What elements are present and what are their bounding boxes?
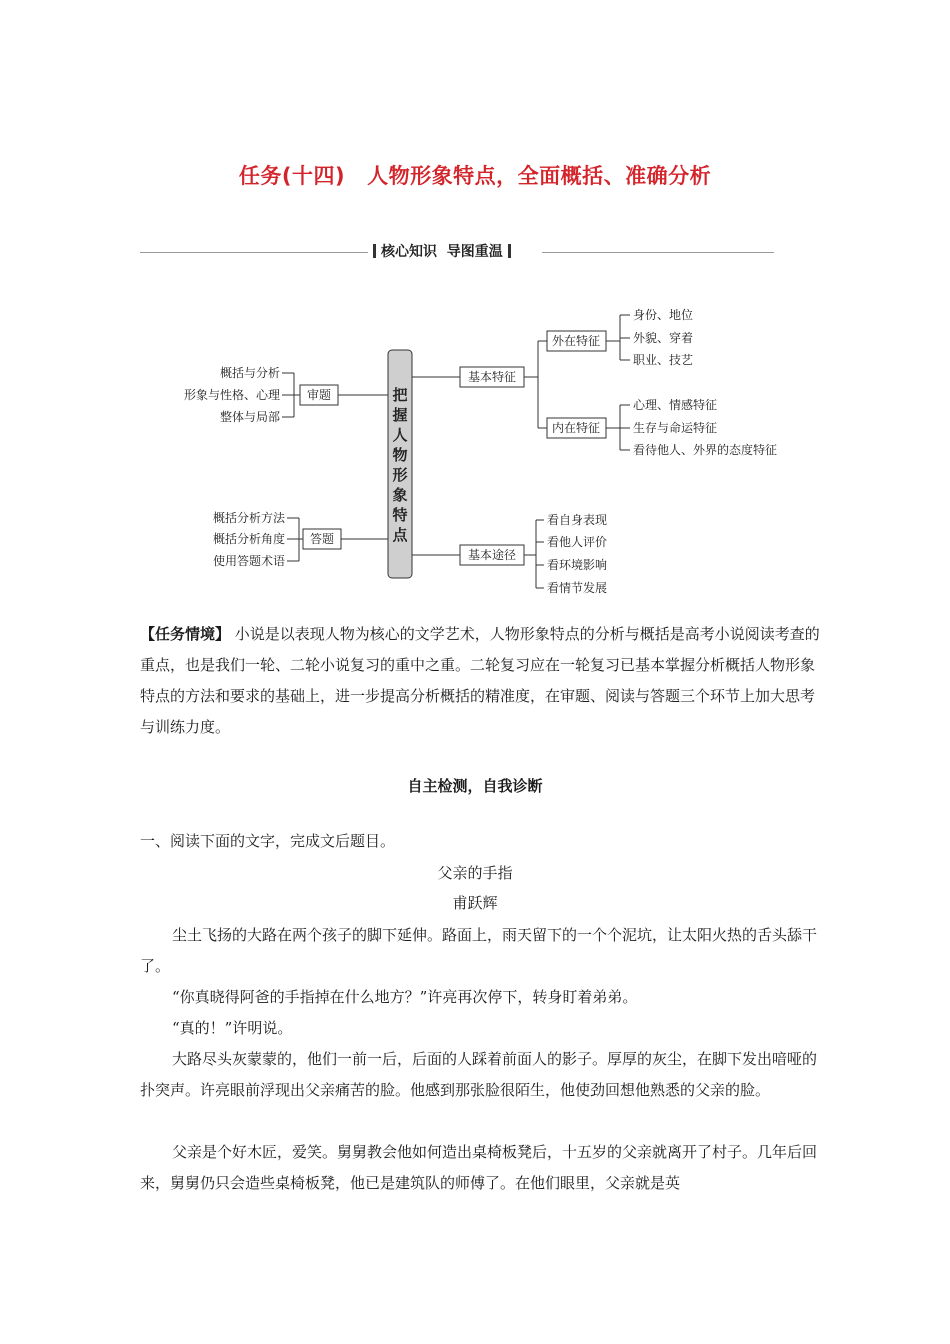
shenti-item: 形象与性格、心理 [183, 388, 280, 402]
tujing-item: 看自身表现 [547, 513, 608, 527]
task-situation [140, 619, 822, 743]
tujing-item: 看环境影响 [547, 558, 608, 572]
situation-text: 小说是以表现人物为核心的文学艺术，人物形象特点的分析与概括是高考小说阅读考查的重点，也是我们一轮、二轮小说复习的重中之重。二轮复习应在一轮复习已基本掌握分析概括人物形象特点的方法和要求的基础上，进一步提高分析概括的精准度，在审题、阅读与答题三个环节上加大思考与训练力度。 [140, 625, 820, 736]
center-char: 象 [392, 486, 408, 504]
tujing-item: 看他人评价 [547, 535, 608, 549]
shenti-item: 概括与分析 [219, 366, 280, 380]
neizai-label: 内在特征 [551, 421, 601, 435]
story-paragraph: “你真晓得阿爸的手指掉在什么地方？”许亮再次停下，转身盯着弟弟。 [172, 988, 638, 1006]
page-title [0, 160, 950, 190]
story-paragraph: 父亲是个好木匠，爱笑。舅舅教会他如何造出桌椅板凳后，十五岁的父亲就离开了村子。几年后回来，舅舅仍只会造些桌椅板凳，他已是建筑队的师傅了。在他们眼里，父亲就是英 [140, 1143, 818, 1192]
center-char: 人 [392, 426, 408, 444]
dati-item: 使用答题术语 [212, 554, 285, 568]
section-heading: 自主检测，自我诊断 [407, 777, 543, 795]
waizai-label: 外在特征 [551, 334, 601, 348]
center-char: 握 [392, 406, 408, 424]
shenti-label: 审题 [306, 388, 332, 402]
banner-bar-left [373, 244, 376, 258]
waizai-item: 职业、技艺 [633, 353, 694, 367]
tujing-item: 看情节发展 [547, 581, 608, 595]
shenti-item: 整体与局部 [219, 410, 280, 424]
waizai-item: 外貌、穿着 [633, 331, 694, 345]
center-char: 特 [392, 506, 408, 524]
story-title: 父亲的手指 [437, 864, 513, 882]
banner-label-wrap [368, 241, 516, 263]
task-number: 任务(十四) [238, 164, 346, 188]
jiben-tujing-label: 基本途径 [467, 548, 517, 562]
neizai-item: 看待他人、外界的态度特征 [633, 443, 778, 457]
question-prompt: 一、阅读下面的文字，完成文后题目。 [140, 832, 396, 850]
waizai-item: 身份、地位 [633, 308, 694, 322]
banner-bar-right [508, 244, 511, 258]
mind-map [170, 300, 810, 600]
story-author: 甫跃辉 [452, 894, 498, 912]
banner-line-left [140, 252, 368, 253]
jiben-tezheng-label: 基本特征 [467, 370, 517, 384]
dati-label: 答题 [309, 532, 335, 546]
task-topic: 人物形象特点，全面概括、准确分析 [367, 164, 712, 188]
center-char: 物 [392, 446, 408, 464]
situation-tag: 【任务情境】 [140, 625, 231, 643]
banner-label: 核心知识 导图重温 [381, 244, 503, 260]
dati-item: 概括分析角度 [212, 532, 285, 546]
story-paragraph: “真的！”许明说。 [172, 1019, 293, 1037]
story-paragraph: 大路尽头灰蒙蒙的，他们一前一后，后面的人踩着前面人的影子。厚厚的灰尘，在脚下发出喑哑的扑突声。许亮眼前浮现出父亲痛苦的脸。他感到那张脸很陌生，他使劲回想他熟悉的父亲的脸。 [140, 1050, 818, 1099]
center-char: 形 [392, 466, 408, 484]
center-char: 把 [392, 386, 408, 404]
banner-line-right [542, 252, 774, 253]
center-char: 点 [392, 526, 408, 544]
story-paragraph: 尘土飞扬的大路在两个孩子的脚下延伸。路面上，雨天留下的一个个泥坑，让太阳火热的舌头舔干了。 [140, 926, 818, 975]
neizai-item: 心理、情感特征 [633, 398, 718, 412]
neizai-item: 生存与命运特征 [633, 421, 718, 435]
dati-item: 概括分析方法 [212, 511, 285, 525]
section-banner [140, 241, 774, 263]
